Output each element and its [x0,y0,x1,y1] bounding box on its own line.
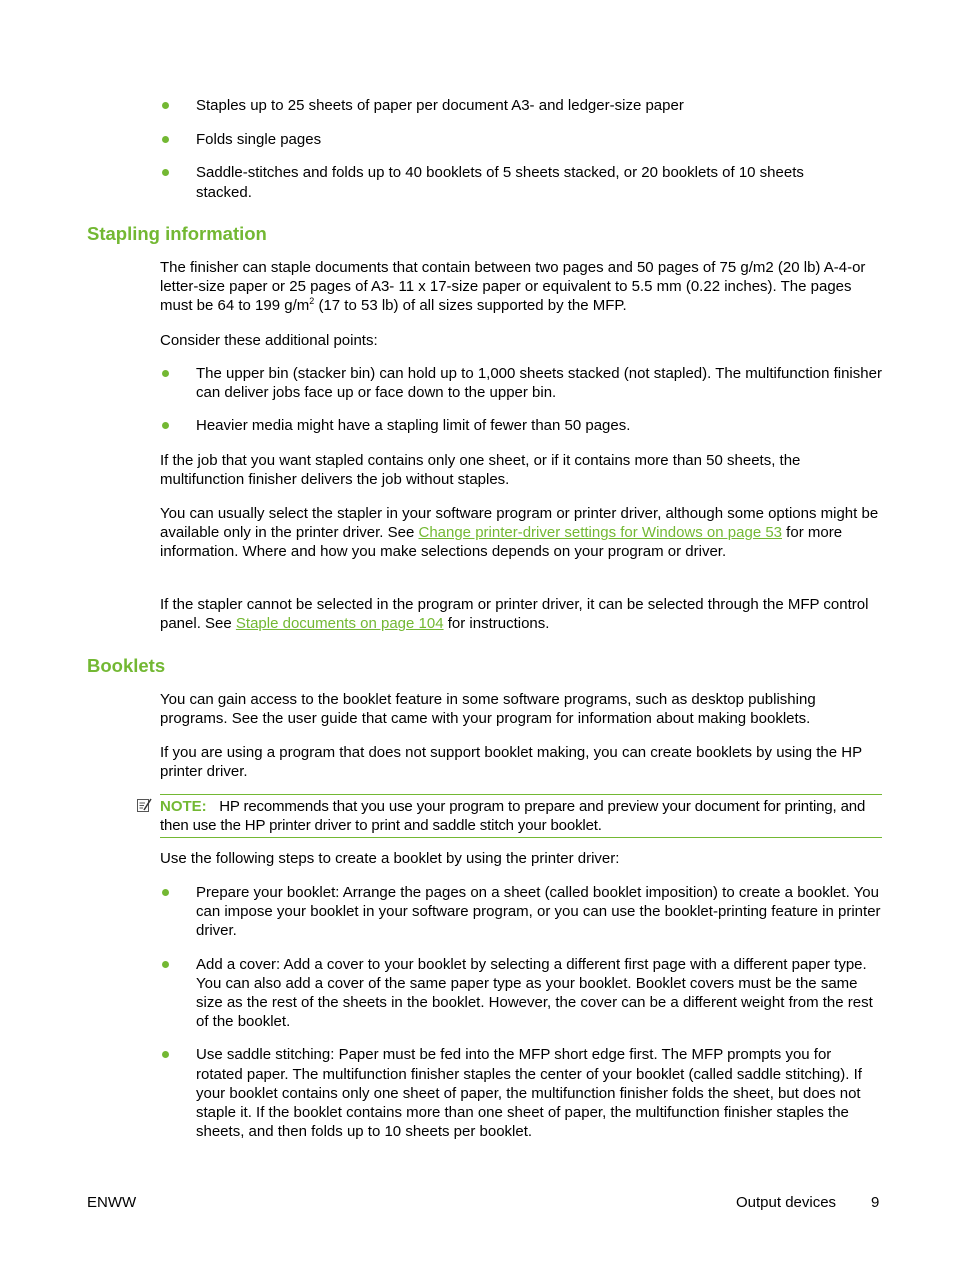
booklet-steps-list [160,883,882,1141]
bullet-icon [162,1051,169,1058]
section-heading-stapling: Stapling information [87,223,267,244]
footer-section-title: Output devices [736,1194,837,1211]
note-text: HP recommends that you use your program to prepare and preview your document for printing, and then use the HP printer driver to print and saddle stitch your booklet. [160,798,866,835]
stapling-points-list [160,364,882,436]
feature-list [160,96,882,202]
list-item: Use saddle stitching: Paper must be fed into the MFP short edge first. The MFP prompts you for rotated paper. The multifunction finisher staples the center of your booklet (called saddle stitching). If your booklet contains only one sheet of paper, the multifunction finisher folds the sheet, but does not staple it. If the booklet contains more than one sheet of paper, the multifunction finisher staples the sheets, and then folds up to 10 sheets per booklet. [160,1045,882,1141]
change-driver-settings-link[interactable]: Change printer-driver settings for Windows on page 53 [418,524,783,542]
note-box [160,794,882,838]
stapling-paragraph-single-sheet: If the job that you want stapled contains only one sheet, or if it contains more than 50 sheets, the multifunction finisher delivers the job without staples. [160,452,801,489]
stapling-paragraph-points: Consider these additional points: [160,332,378,349]
list-item: The upper bin (stacker bin) can hold up to 1,000 sheets stacked (not stapled). The multifunction finisher can deliver jobs face up or face down to the upper bin. [160,364,882,402]
list-item: Staples up to 25 sheets of paper per document A3- and ledger-size paper [160,96,882,115]
list-item: Saddle-stitches and folds up to 40 booklets of 5 sheets stacked, or 20 booklets of 10 sheets stacked. [160,163,882,201]
bullet-icon [162,102,169,109]
bullet-icon [162,961,169,968]
booklets-paragraph-access: You can gain access to the booklet feature in some software programs, such as desktop publishing programs. See the user guide that came with your program for information about making booklets. [160,691,816,728]
booklets-paragraph-driver: If you are using a program that does not support booklet making, you can create booklets by using the HP printer driver. [160,744,862,781]
stapling-paragraph-capacity: The finisher can staple documents that contain between two pages and 50 pages of 75 g/m2 (20 lb) A-4-or letter-size paper or 25 pages of A3- 11 x 17-size paper or equivalent to 5.5 mm (0.22 inches). The pages must be 64 to 199 $g/m^2$ (17 to 53 lb) of all sizes supported by the MFP. [160,259,866,315]
stapling-paragraph-select: You can usually select the stapler in your software program or printer driver, although some options might be available only in the printer driver. See Change printer-driver settings for Windows on page 53 for more information. Where and how you make selections depends on your program or driver. [160,505,879,561]
list-item: Prepare your booklet: Arrange the pages on a sheet (called booklet imposition) to create a booklet. You can impose your booklet in your software program, or you can use the booklet-printing feature in printer driver. [160,883,882,941]
section-heading-booklets: Booklets [87,655,166,676]
stapling-paragraph-control-panel: If the stapler cannot be selected in the program or printer driver, it can be selected through the MFP control panel. See Staple documents on page 104 for instructions. [160,596,869,633]
note-label: NOTE: [160,798,207,815]
note-icon [136,797,152,813]
bullet-icon [162,136,169,143]
booklets-paragraph-steps: Use the following steps to create a booklet by using the printer driver: [160,850,620,867]
list-item: Folds single pages [160,130,882,149]
list-item: Heavier media might have a stapling limit of fewer than 50 pages. [160,416,882,435]
footer-page-number: 9 [871,1194,880,1211]
staple-documents-link[interactable]: Staple documents on page 104 [235,615,444,633]
footer-left-label: ENWW [87,1194,137,1211]
bullet-icon [162,370,169,377]
bullet-icon [162,169,169,176]
list-item: Add a cover: Add a cover to your booklet by selecting a different first page with a different paper type. You can also add a cover of the same paper type as your booklet. Booklet covers must be the same size as the rest of the sheets in the booklet. However, the cover can be a different weight from the rest of the booklet. [160,955,882,1032]
bullet-icon [162,422,169,429]
bullet-icon [162,889,169,896]
